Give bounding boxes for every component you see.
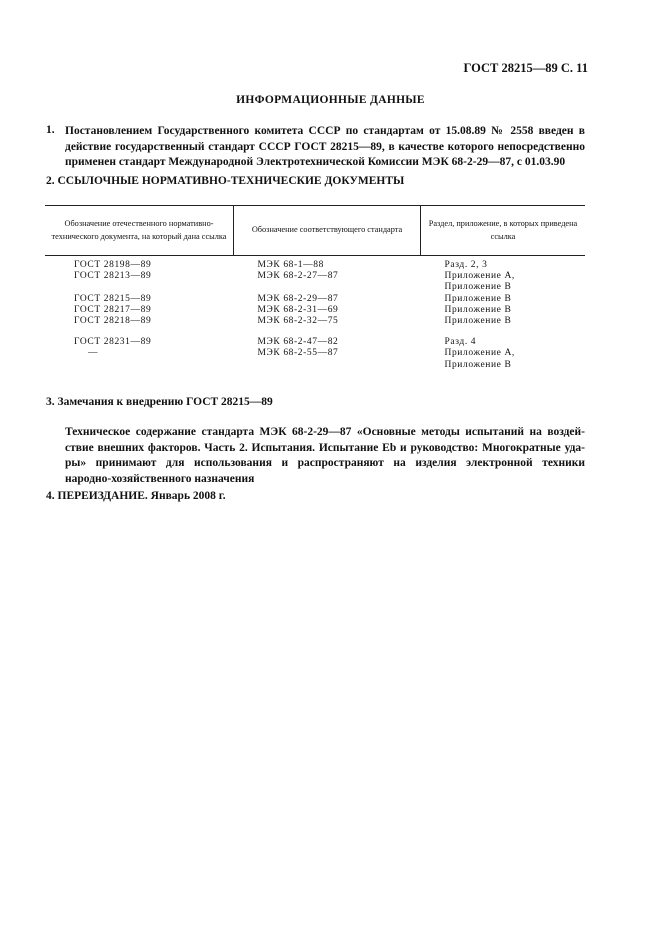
section-3-line: ры» принимают для использования и распространяют на изделия электронной техники — [65, 457, 585, 469]
table-cell-iec — [234, 256, 421, 294]
section-item: Разд. 4 — [444, 337, 477, 348]
section-1-line: применен стандарт Международной Электротехнической Комиссии МЭК 68-2-29—87, с 01.03.90 — [65, 156, 566, 168]
section-item: Разд. 2, 3 — [444, 260, 488, 270]
section-item: Приложение В — [444, 316, 512, 327]
gost-item: ГОСТ 28218—89 — [74, 316, 152, 327]
section-1-line: Постановлением Государственного комитета СССР по стандартам от 15.08.89 № 2558 введен в — [65, 125, 585, 137]
section-item: Приложение В — [444, 359, 512, 370]
column-header-national-doc: Обозначение отечественного нормативно-технического документа, на который дана ссылка — [51, 219, 227, 241]
section-1-paragraph — [65, 124, 585, 171]
table-cell-iec — [234, 327, 421, 371]
table-cell-iec — [234, 294, 421, 328]
table-row — [45, 256, 585, 294]
section-1-line: действие государственный стандарт СССР ГОСТ 28215—89, в качестве которого непосредственно — [65, 140, 585, 153]
gost-item: — — [88, 348, 99, 359]
iec-item: МЭК 68-2-31—69 — [257, 304, 339, 315]
section-1-number: 1. — [46, 124, 55, 136]
section-3-line: ствие внешних факторов. Часть 2. Испытания. Испытание Eb и руководство: Многократные уда- — [65, 441, 585, 454]
section-4-heading: 4. ПЕРЕИЗДАНИЕ. Январь 2008 г. — [46, 490, 226, 502]
table-cell-section — [421, 256, 586, 294]
section-3-line: народно-хозяйственного назначения — [65, 472, 255, 485]
gost-item: ГОСТ 28217—89 — [74, 304, 152, 315]
table-row — [45, 327, 585, 371]
section-3-paragraph — [65, 425, 585, 487]
column-header-section: Раздел, приложение, в которых приведена ссылка — [421, 206, 586, 256]
section-item: Приложение В — [444, 293, 512, 304]
table-cell-gost — [45, 256, 234, 294]
gost-item: ГОСТ 28215—89 — [74, 293, 152, 304]
table-cell-gost — [45, 327, 234, 371]
gost-item: ГОСТ 28198—89 — [74, 260, 152, 270]
iec-item: МЭК 68-2-27—87 — [257, 271, 339, 282]
section-3-heading: 3. Замечания к внедрению ГОСТ 28215—89 — [46, 396, 273, 408]
section-item: Приложение А, — [444, 348, 515, 359]
table-cell-section — [421, 294, 586, 328]
table-cell-section — [421, 327, 586, 371]
table-row — [45, 294, 585, 328]
section-item: Приложение А, — [444, 271, 515, 282]
iec-item: МЭК 68-2-32—75 — [257, 316, 339, 327]
section-3-line: Техническое содержание стандарта МЭК 68-2-29—87 «Основные методы испытаний на воздей- — [65, 426, 585, 438]
document-title: ИНФОРМАЦИОННЫЕ ДАННЫЕ — [236, 94, 425, 106]
page-header-reference: ГОСТ 28215—89 С. 11 — [463, 61, 588, 75]
iec-item: МЭК 68-1—88 — [257, 260, 324, 270]
section-item: Приложение В — [444, 304, 512, 315]
section-item: Приложение В — [444, 282, 512, 293]
column-header-iec-standard: Обозначение соответствующего стандарта — [234, 206, 421, 256]
iec-item: МЭК 68-2-29—87 — [257, 293, 339, 304]
iec-item: МЭК 68-2-55—87 — [257, 348, 339, 359]
references-table — [45, 205, 585, 371]
section-2-heading: 2. ССЫЛОЧНЫЕ НОРМАТИВНО-ТЕХНИЧЕСКИЕ ДОКУМЕНТЫ — [46, 175, 405, 187]
table-header-row — [45, 206, 585, 256]
iec-item: МЭК 68-2-47—82 — [257, 337, 339, 348]
table-cell-gost — [45, 294, 234, 328]
gost-item: ГОСТ 28231—89 — [74, 337, 152, 348]
gost-item: ГОСТ 28213—89 — [74, 271, 152, 282]
